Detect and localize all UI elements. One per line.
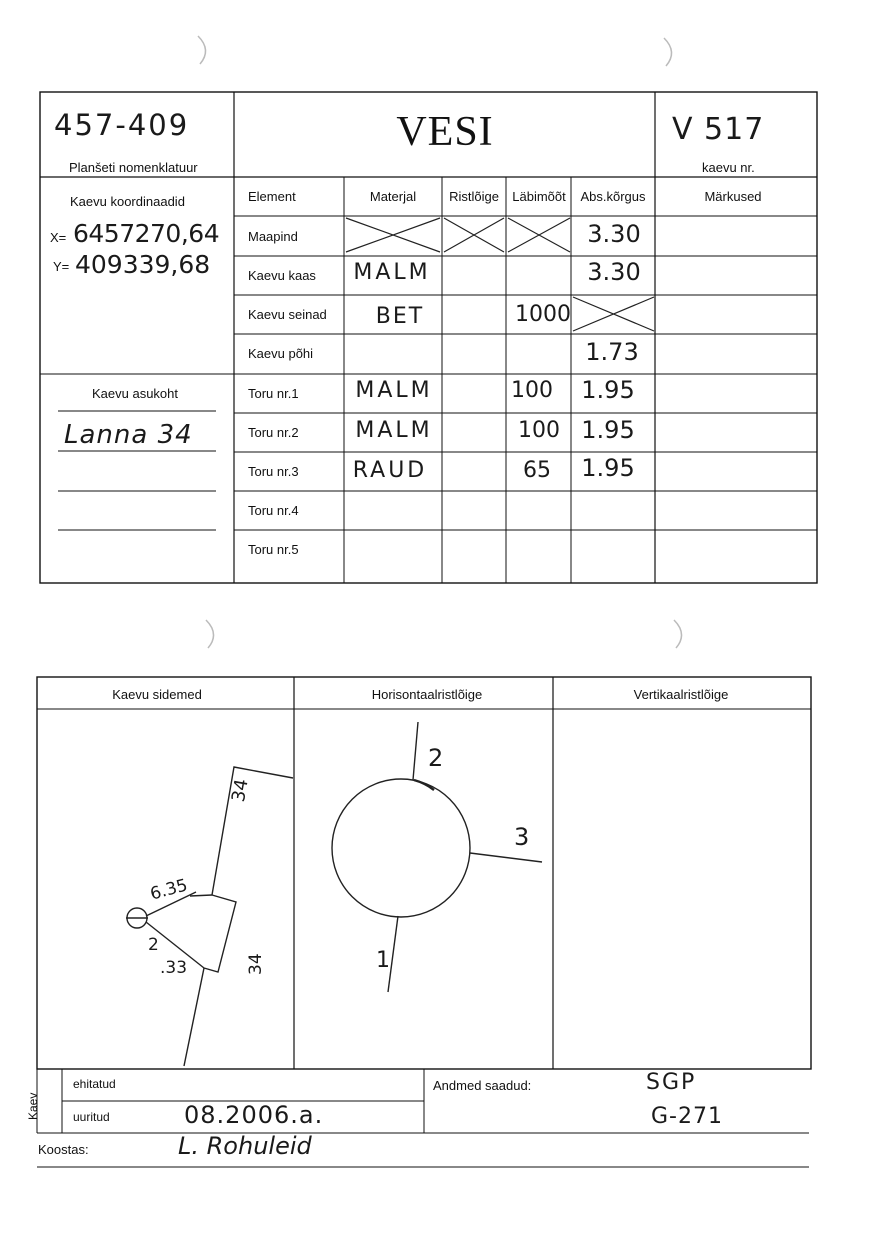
coordinate-x-value: 6457270,64: [73, 219, 220, 248]
footer-side-label: Kaev: [26, 1092, 40, 1120]
data-source-label: Andmed saadud:: [433, 1078, 532, 1093]
col-header-cross-section: Ristlõige: [449, 189, 499, 204]
coordinate-y-value: 409339,68: [75, 250, 211, 279]
punch-hole-mark: [198, 36, 206, 64]
connection-sketch: [126, 767, 293, 1066]
row-material: RAUD: [352, 458, 428, 483]
row-material: BET: [375, 304, 425, 329]
col-header-diameter: Läbimõõt: [512, 189, 566, 204]
nomenclature-value: 457-409: [54, 108, 190, 142]
coordinate-x-prefix: X=: [50, 230, 67, 245]
row-abs-height: 1.95: [581, 454, 635, 482]
col-header-element: Element: [248, 189, 296, 204]
data-source-value: SGP: [646, 1070, 697, 1095]
nomenclature-label: Planšeti nomenklatuur: [69, 160, 198, 175]
location-label: Kaevu asukoht: [91, 386, 179, 401]
row-diameter: 65: [523, 458, 551, 483]
well-number-label: kaevu nr.: [702, 160, 755, 175]
sketch-label-distance: 6.35: [148, 875, 190, 905]
col-header-material: Materjal: [369, 189, 417, 204]
row-material: MALM: [355, 378, 433, 403]
pipe-label: 2: [428, 744, 444, 772]
built-label: ehitatud: [73, 1077, 116, 1091]
sketch-frame: [37, 677, 811, 1069]
compiled-value: L. Rohuleid: [178, 1132, 312, 1160]
row-diameter: 1000: [515, 302, 571, 327]
row-element: Toru nr.5: [248, 542, 299, 557]
surveyed-label: uuritud: [73, 1110, 110, 1124]
row-abs-height: 3.30: [587, 258, 641, 286]
pipe-label: 1: [376, 948, 390, 973]
row-element: Maapind: [248, 229, 298, 244]
surveyed-value: 08.2006.a.: [184, 1101, 324, 1129]
row-element: Kaevu kaas: [248, 268, 316, 283]
pipe-label: 3: [514, 823, 530, 851]
punch-hole-mark: [206, 620, 214, 648]
punch-hole-mark: [674, 620, 682, 648]
row-abs-height: 1.95: [581, 376, 635, 404]
coordinate-y-prefix: Y=: [53, 259, 70, 274]
compiled-label: Koostas:: [38, 1142, 89, 1157]
page-title: VESI: [396, 109, 494, 155]
sketch-label-distance: .33: [160, 958, 188, 978]
row-abs-height: 1.95: [581, 416, 635, 444]
sketch-header-connections: Kaevu sidemed: [112, 687, 202, 702]
sketch-label-distance: 2: [148, 935, 159, 955]
row-material: MALM: [355, 418, 433, 443]
row-element: Kaevu seinad: [248, 307, 327, 322]
sketch-header-horizontal: Horisontaalristlõige: [371, 687, 483, 702]
punch-hole-mark: [664, 38, 672, 66]
sketch-header-vertical: Vertikaalristlõige: [633, 687, 729, 702]
row-abs-height: 3.30: [587, 220, 641, 248]
row-diameter: 100: [511, 378, 553, 403]
sketch-label-distance: 34: [228, 777, 253, 804]
row-element: Toru nr.4: [248, 503, 299, 518]
col-header-notes: Märkused: [704, 189, 762, 204]
location-value: Lanna 34: [64, 420, 193, 450]
row-diameter: 100: [518, 418, 560, 443]
row-element: Toru nr.1: [248, 386, 299, 401]
coordinates-label: Kaevu koordinaadid: [70, 194, 185, 209]
col-header-abs-height: Abs.kõrgus: [580, 189, 646, 204]
sketch-label-distance: 34: [246, 953, 266, 975]
row-element: Toru nr.2: [248, 425, 299, 440]
data-source-value: G-271: [651, 1104, 723, 1129]
well-number-value: V 517: [672, 112, 765, 147]
row-element: Toru nr.3: [248, 464, 299, 479]
row-element: Kaevu põhi: [248, 346, 314, 361]
row-material: MALM: [353, 260, 431, 285]
row-abs-height: 1.73: [585, 338, 639, 366]
